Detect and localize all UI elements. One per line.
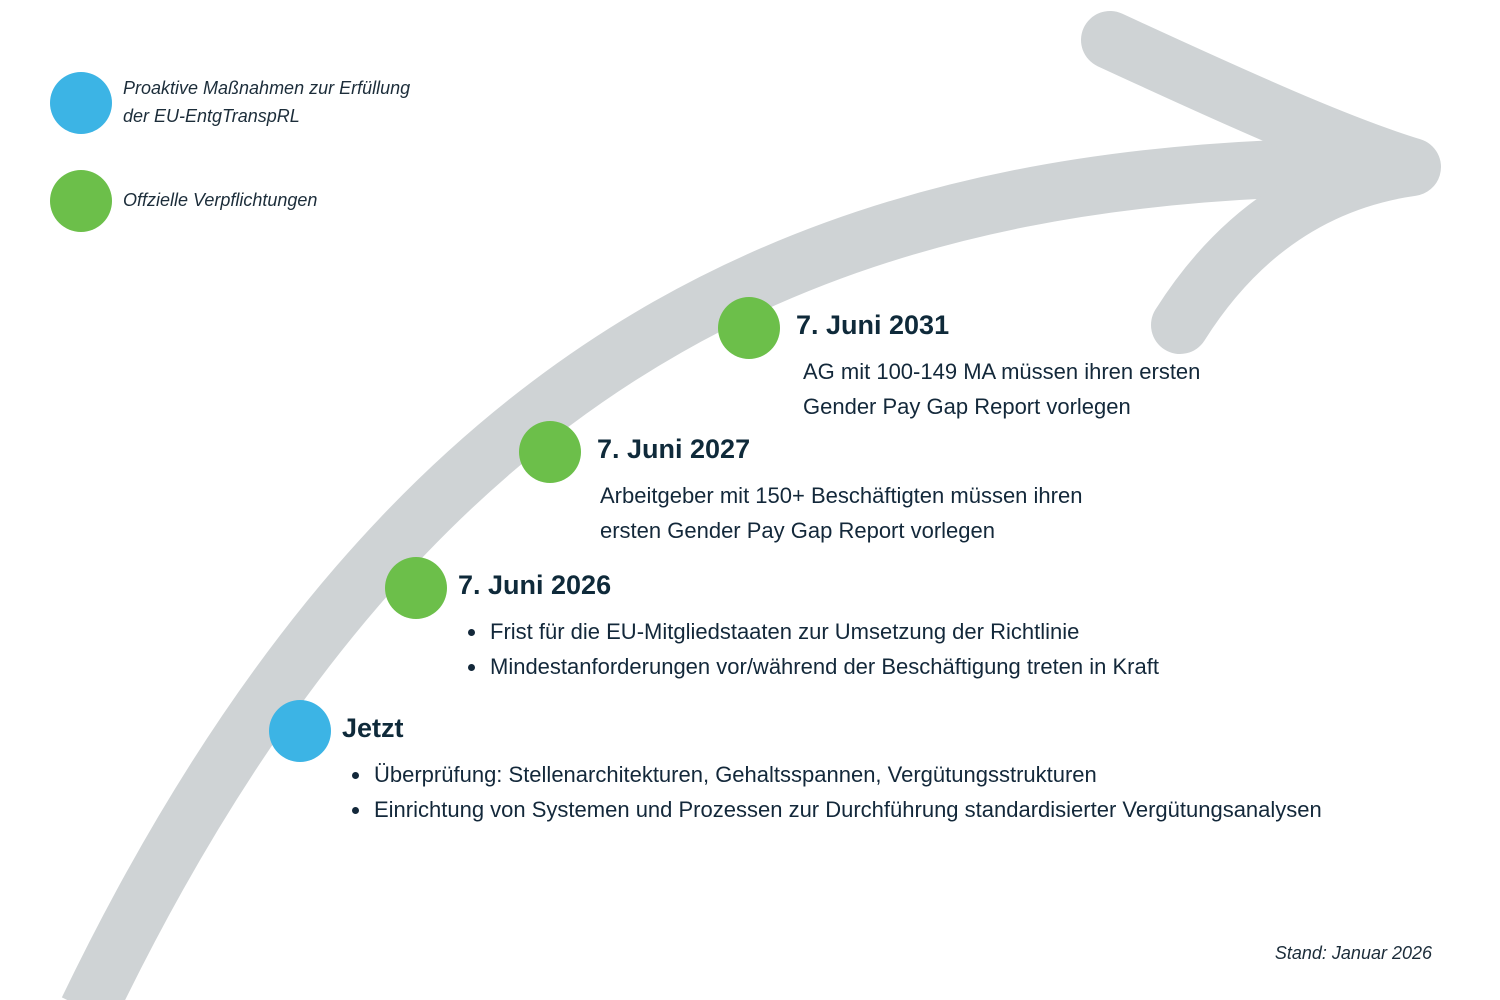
milestone-2026-bullets (466, 614, 1159, 684)
milestone-2031-text: AG mit 100-149 MA müssen ihren ersten Gender Pay Gap Report vorlegen (803, 359, 1201, 419)
milestone-now-dot (269, 700, 331, 762)
list-item: • Frist für die EU-Mitgliedstaaten zur Umsetzung der Richtlinie (488, 614, 1159, 649)
milestone-now-title: Jetzt (342, 713, 404, 743)
legend-proactive-dot (50, 72, 112, 134)
list-item: • Überprüfung: Stellenarchitekturen, Gehaltsspannen, Vergütungsstrukturen (372, 757, 1322, 792)
list-item: • Einrichtung von Systemen und Prozessen zur Durchführung standardisierter Vergütungsanalysen (372, 792, 1322, 827)
milestone-2031-dot (718, 297, 780, 359)
milestone-2027-dot (519, 421, 581, 483)
milestone-2027-text: Arbeitgeber mit 150+ Beschäftigten müssen ihren ersten Gender Pay Gap Report vorlegen (600, 483, 1083, 543)
list-item: • Mindestanforderungen vor/während der Beschäftigung treten in Kraft (488, 649, 1159, 684)
milestone-2031-title: 7. Juni 2031 (796, 310, 950, 340)
date-note: Stand: Januar 2026 (1274, 943, 1432, 963)
legend-official-dot (50, 170, 112, 232)
legend-official-label: Offzielle Verpflichtungen (123, 190, 318, 210)
milestone-2026-dot (385, 557, 447, 619)
milestone-now-bullets (350, 757, 1322, 827)
milestone-2026-title: 7. Juni 2026 (458, 570, 612, 600)
legend-proactive-label: Proaktive Maßnahmen zur Erfüllung der EU-EntgTranspRL (123, 78, 411, 126)
milestone-2027-title: 7. Juni 2027 (597, 434, 751, 464)
